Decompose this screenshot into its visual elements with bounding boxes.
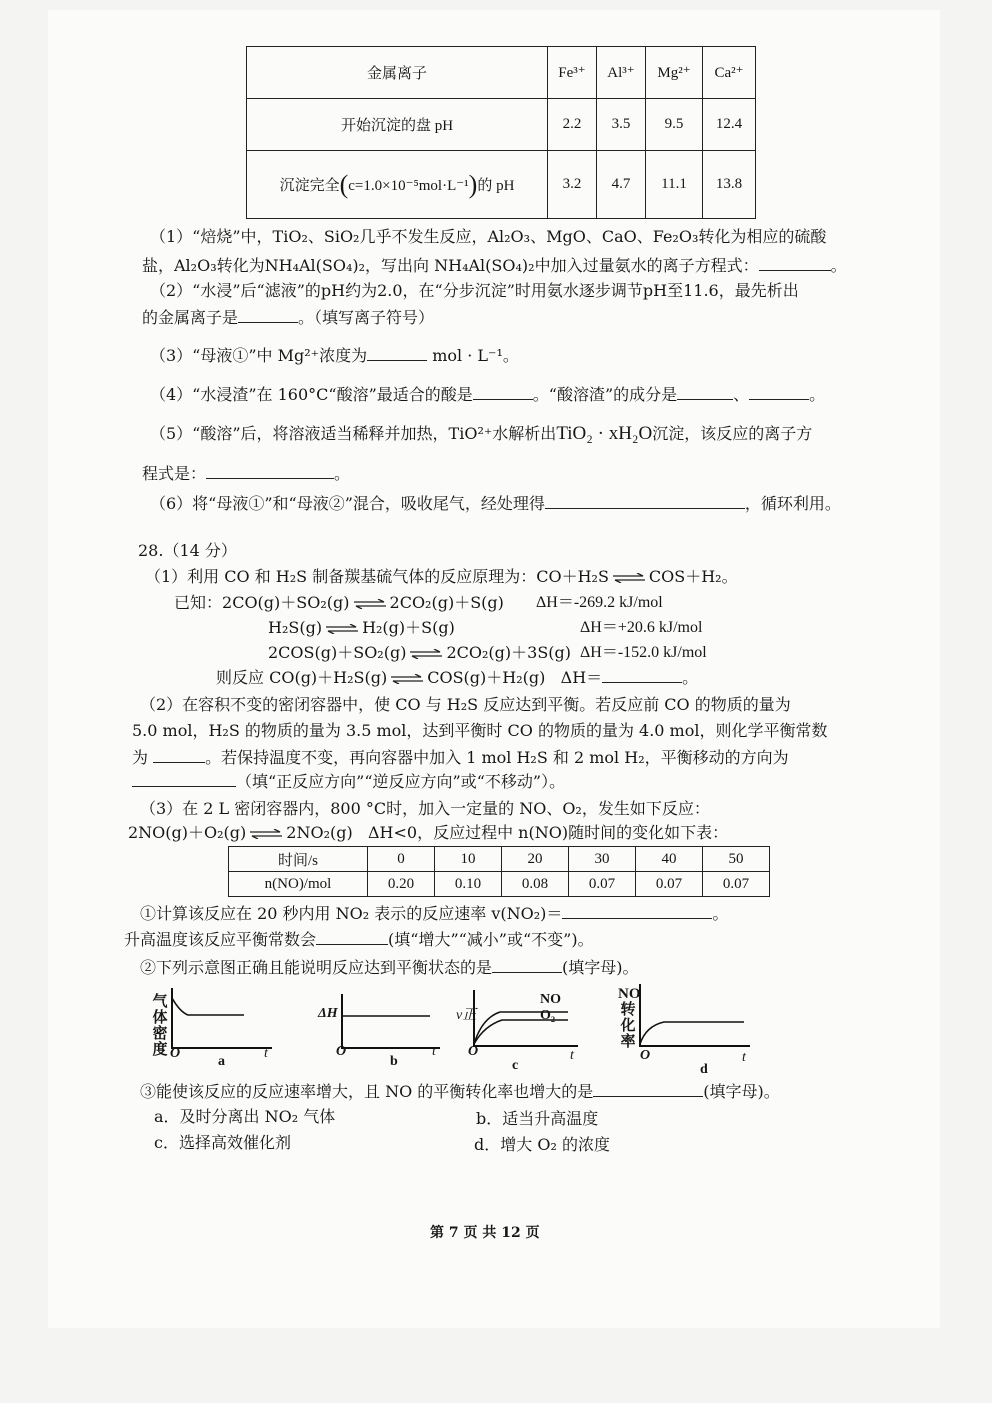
table-cell: 0.07 — [703, 872, 770, 897]
answer-blank[interactable] — [473, 383, 533, 400]
graph-c-letter: c — [512, 1058, 519, 1073]
q28-part1: （1）利用 CO 和 H₂S 制备羰基硫气体的反应原理为：CO＋H₂S COS＋H₂。 — [145, 567, 738, 586]
table-cell: 0.07 — [636, 872, 703, 897]
known-equation-3: 2COS(g)＋SO₂(g) 2CO₂(g)＋3S(g) — [268, 643, 572, 662]
q28-part2-line2: 5.0 mol，H₂S 的物质的量为 3.5 mol，达到平衡时 CO 的物质的量为 4.0 mol，则化学平衡常数 — [132, 721, 828, 740]
graph-d-origin: O — [640, 1048, 651, 1063]
graph-c-xlabel: t — [570, 1048, 574, 1063]
graph-c-ylabel: v正 — [456, 1008, 477, 1023]
answer-blank[interactable] — [593, 1080, 703, 1097]
answer-blank[interactable] — [545, 492, 745, 509]
table-cell: 12.4 — [703, 99, 756, 151]
table-header-time: 时间/s — [229, 847, 368, 872]
q27-part2-line2: 的金属离子是 。（填写离子符号） — [142, 308, 435, 327]
answer-blank[interactable] — [316, 928, 388, 945]
graph-d-letter: d — [700, 1062, 708, 1077]
table-cell: 50 — [703, 847, 770, 872]
equilibrium-arrow-icon — [248, 829, 284, 839]
table-cell: 10 — [435, 847, 502, 872]
q28-part2-line1: （2）在容积不变的密闭容器中，使 CO 与 H₂S 反应达到平衡。若反应前 CO 的物质的量为 — [140, 695, 791, 714]
equilibrium-arrow-icon — [324, 624, 360, 634]
graph-b-letter: b — [390, 1054, 398, 1069]
table-cell: 3.2 — [548, 151, 597, 219]
known-equation-1-enthalpy: ΔH＝-269.2 kJ/mol — [536, 594, 663, 611]
q27-part4: （4）“水浸渣”在 160°C“酸溶”最适合的酸是 。“酸溶渣”的成分是 、 。 — [150, 385, 826, 404]
answer-blank[interactable] — [206, 462, 334, 479]
graph-d-xlabel: t — [742, 1050, 746, 1065]
table-row-label-n-no: n(NO)/mol — [229, 872, 368, 897]
answer-blank[interactable] — [132, 770, 236, 787]
graph-a-letter: a — [218, 1054, 225, 1069]
table-cell: 0.07 — [569, 872, 636, 897]
equilibrium-arrow-icon — [389, 674, 425, 684]
graph-a-curve — [172, 998, 244, 1015]
q28-sub1: ①计算该反应在 20 秒内用 NO₂ 表示的反应速率 v(NO₂)＝ 。 — [140, 904, 729, 923]
answer-blank[interactable] — [492, 956, 562, 973]
known-equation-2-enthalpy: ΔH＝+20.6 kJ/mol — [580, 619, 703, 636]
option-d: d．增大 O₂ 的浓度 — [474, 1135, 610, 1154]
q27-part1-line2: 盐，Al₂O₃转化为NH₄Al(SO₄)₂，写出向 NH₄Al(SO₄)₂中加入过量氨水的离子方程式： 。 — [142, 256, 847, 275]
equilibrium-arrow-icon — [352, 599, 388, 609]
answer-blank[interactable] — [677, 383, 733, 400]
target-reaction: 则反应 CO(g)＋H₂S(g) COS(g)＋H₂(g) ΔH＝ 。 — [216, 668, 699, 687]
answer-blank[interactable] — [238, 306, 298, 323]
q27-part5-line1: （5）“酸溶”后，将溶液适当稀释并加热，TiO²⁺水解析出TiO₂ · xH₂O沉淀，该反应的离子方 — [150, 423, 813, 444]
graph-a-origin: O — [170, 1046, 181, 1061]
table-cell: 2.2 — [548, 99, 597, 151]
table-cell: 40 — [636, 847, 703, 872]
q28-header: 28.（14 分） — [138, 541, 237, 560]
ion-fe: Fe³⁺ — [548, 47, 597, 99]
table-cell: 13.8 — [703, 151, 756, 219]
graph-b-ylabel: ΔH — [318, 1006, 338, 1021]
known-equation-1: 已知：2CO(g)＋SO₂(g) 2CO₂(g)＋S(g) — [174, 593, 504, 612]
known-equation-3-enthalpy: ΔH＝-152.0 kJ/mol — [580, 644, 707, 661]
table-header-metal-ion: 金属离子 — [247, 47, 548, 99]
graph-d-curve — [640, 1022, 744, 1044]
known-equation-2: H₂S(g) H₂(g)＋S(g) — [268, 618, 455, 637]
table-cell: 0.08 — [502, 872, 569, 897]
q27-part2-line1: （2）“水浸”后“滤液”的pH约为2.0，在“分步沉淀”时用氨水逐步调节pH至11.6，最先析出 — [150, 281, 799, 300]
q27-part6: （6）将“母液①”和“母液②”混合，吸收尾气，经处理得 ，循环利用。 — [150, 494, 841, 513]
option-b: b．适当升高温度 — [476, 1109, 599, 1128]
q28-sub3: ③能使该反应的反应速率增大，且 NO 的平衡转化率也增大的是 (填字母)。 — [140, 1082, 780, 1101]
q28-part3-equation: 2NO(g)＋O₂(g) 2NO₂(g) ΔH<0，反应过程中 n(NO)随时间的变化如下表： — [128, 823, 729, 842]
table-cell: 3.5 — [597, 99, 646, 151]
table-cell: 30 — [569, 847, 636, 872]
answer-blank[interactable] — [153, 746, 205, 763]
equilibrium-arrow-icon — [408, 649, 444, 659]
q28-part2-line4: （填“正反应方向”“逆反应方向”或“不移动”）。 — [132, 770, 565, 793]
q28-sub2: ②下列示意图正确且能说明反应达到平衡状态的是 (填字母)。 — [140, 958, 639, 977]
graph-b-xlabel: t — [432, 1044, 436, 1059]
table-cell: 20 — [502, 847, 569, 872]
q27-part5-line2: 程式是： 。 — [142, 464, 351, 483]
table-cell: 9.5 — [646, 99, 703, 151]
answer-blank[interactable] — [759, 254, 831, 271]
graph-d-ylabel: NO转化率 — [618, 986, 641, 1050]
answer-blank[interactable] — [562, 902, 712, 919]
answer-blank[interactable] — [602, 666, 682, 683]
table-cell: 0.10 — [435, 872, 502, 897]
q28-part2-line3: 为 。若保持温度不变，再向容器中加入 1 mol H₂S 和 2 mol H₂，平衡移动的方向为 — [132, 748, 789, 767]
no-amount-time-table — [228, 846, 770, 897]
q27-part3: （3）“母液①”中 Mg²⁺浓度为 mol · L⁻¹。 — [150, 346, 519, 365]
graph-b-origin: O — [336, 1044, 347, 1059]
equilibrium-arrow-icon — [611, 573, 647, 583]
table-cell: 0 — [368, 847, 435, 872]
q28-part3-line1: （3）在 2 L 密闭容器内，800 °C时，加入一定量的 NO、O₂，发生如下反应： — [140, 799, 710, 818]
answer-blank[interactable] — [367, 344, 427, 361]
q28-sub1-line2: 升高温度该反应平衡常数会 (填“增大”“减小”或“不变”)。 — [124, 930, 594, 949]
answer-blank[interactable] — [749, 383, 809, 400]
page-footer: 第 7 页 共 12 页 — [430, 1225, 540, 1241]
graph-a-ylabel: 气体密度 — [152, 994, 168, 1058]
q27-part1-line1: （1）“焙烧”中，TiO₂、SiO₂几乎不发生反应，Al₂O₃、MgO、CaO、Fe₂O₃转化为相应的硫酸 — [150, 227, 827, 246]
metal-ion-ph-table — [246, 46, 756, 219]
ion-mg: Mg²⁺ — [646, 47, 703, 99]
table-cell: 11.1 — [646, 151, 703, 219]
graph-a-xlabel: t — [264, 1046, 268, 1061]
option-c: c．选择高效催化剂 — [154, 1133, 291, 1152]
ion-al: Al³⁺ — [597, 47, 646, 99]
row-start-precipitation-label: 开始沉淀的盘 pH — [247, 99, 548, 151]
table-cell: 0.20 — [368, 872, 435, 897]
graph-c-legend-no: NO — [540, 992, 561, 1007]
graph-c-legend-o2: O₂ — [540, 1008, 556, 1023]
graph-c-origin: O — [468, 1044, 479, 1059]
table-cell: 4.7 — [597, 151, 646, 219]
row-complete-precipitation-label: 沉淀完全(c=1.0×10⁻⁵mol·L⁻¹)的 pH — [247, 151, 548, 219]
option-a: a．及时分离出 NO₂ 气体 — [154, 1107, 336, 1126]
ion-ca: Ca²⁺ — [703, 47, 756, 99]
